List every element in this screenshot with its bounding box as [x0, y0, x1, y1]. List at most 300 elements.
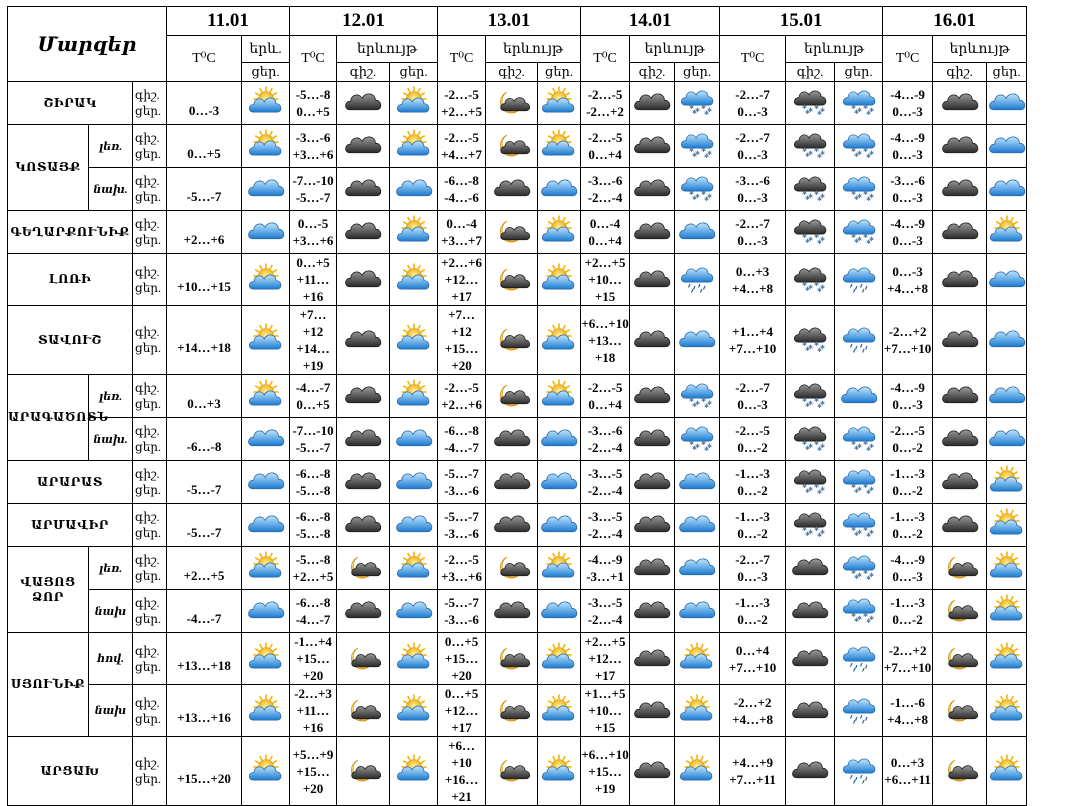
svg-text:✱: ✱ — [701, 440, 707, 447]
night-day-label: գիշ. ցեր. — [133, 590, 167, 633]
snow-cloud-icon — [835, 590, 883, 633]
moon-cloud-icon — [486, 375, 538, 418]
svg-text:✱: ✱ — [689, 397, 695, 404]
svg-text:✱: ✱ — [850, 483, 856, 490]
snow-cloud-icon — [675, 82, 720, 125]
dark-cloud-icon — [933, 461, 987, 504]
svg-text:✱: ✱ — [808, 150, 814, 157]
night-day-label: գիշ. ցեր. — [133, 306, 167, 375]
subregion-label: լեռ. — [89, 547, 133, 590]
dark-cloud-icon — [337, 418, 390, 461]
night-day-label: գիշ. ցեր. — [133, 211, 167, 254]
rain-cloud-icon — [835, 737, 883, 806]
temperature-range: +6…+10 +16…+21 — [438, 737, 486, 806]
sun-cloud-icon — [987, 633, 1027, 685]
svg-text:✱: ✱ — [856, 443, 862, 450]
svg-text:✱: ✱ — [820, 236, 826, 243]
svg-text:✱: ✱ — [701, 190, 707, 197]
svg-text:✱: ✱ — [805, 445, 811, 452]
temperature-range: -3…-6 0…-3 — [883, 168, 933, 211]
svg-text:✱: ✱ — [850, 190, 856, 197]
temperature-day: +10…+15 — [167, 254, 242, 306]
temperature-range: 0…+3 +4…+8 — [720, 254, 786, 306]
temperature-range: -1…-3 0…-2 — [720, 461, 786, 504]
blue-cloud-icon — [675, 461, 720, 504]
temperature-range: -6…-8 -4…-7 — [438, 418, 486, 461]
subregion-label: հով. — [89, 633, 133, 685]
temperature-day: -4…-7 — [167, 590, 242, 633]
table-row — [8, 633, 1061, 685]
sun-cloud-icon — [538, 375, 581, 418]
sun-cloud-icon — [987, 590, 1027, 633]
svg-text:✱: ✱ — [805, 285, 811, 293]
temperature-range: -3…-6 -2…-4 — [581, 418, 630, 461]
svg-text:✱: ✱ — [802, 483, 808, 490]
temperature-range: -5…-7 -3…-6 — [438, 590, 486, 633]
phenomenon-header: երևույթ — [933, 36, 1027, 63]
dark-cloud-icon — [933, 125, 987, 168]
svg-text:✱: ✱ — [808, 107, 814, 114]
svg-text:✱: ✱ — [692, 402, 698, 409]
temp-header: T⁰C — [883, 36, 933, 82]
night-day-label: գիշ. ցեր. — [133, 418, 167, 461]
dark-cloud-icon — [337, 125, 390, 168]
dark-cloud-icon — [630, 418, 675, 461]
svg-text:✱: ✱ — [701, 104, 707, 111]
blue-cloud-icon — [675, 504, 720, 547]
sun-cloud-icon — [390, 125, 438, 168]
svg-text:✱: ✱ — [820, 400, 826, 407]
snow-cloud-icon — [835, 461, 883, 504]
svg-text:✱: ✱ — [814, 280, 820, 288]
temperature-range: -1…-3 0…-2 — [720, 590, 786, 633]
date-header: 16.01 — [883, 7, 1027, 36]
phenomenon-header: երևույթ — [337, 36, 438, 63]
svg-text:✱: ✱ — [817, 532, 823, 539]
temperature-range: -6…-8 -5…-8 — [290, 461, 337, 504]
snow-cloud-icon — [835, 125, 883, 168]
dark-cloud-icon — [486, 590, 538, 633]
night-day-label: գիշ. ցեր. — [133, 254, 167, 306]
temperature-range: 0…-3 +4…+8 — [883, 254, 933, 306]
temperature-range: -1…-3 0…-2 — [883, 590, 933, 633]
dark-cloud-icon — [933, 82, 987, 125]
snow-cloud-icon — [835, 547, 883, 590]
night-day-label: գիշ. ցեր. — [133, 633, 167, 685]
dark-cloud-icon — [630, 504, 675, 547]
blue-cloud-icon — [242, 418, 290, 461]
temperature-range: -6…-8 -5…-8 — [290, 504, 337, 547]
svg-text:✱: ✱ — [802, 440, 808, 447]
svg-text:✱: ✱ — [868, 107, 874, 114]
blue-cloud-icon — [242, 461, 290, 504]
svg-text:✱: ✱ — [689, 440, 695, 447]
temperature-range: -3…-5 -2…-4 — [581, 504, 630, 547]
night-header: գիշ. — [933, 63, 987, 82]
svg-text:✱: ✱ — [856, 486, 862, 493]
table-row — [8, 375, 1061, 418]
sun-cloud-icon — [242, 547, 290, 590]
temperature-range: +6…+10 +15…+19 — [581, 737, 630, 806]
svg-text:✱: ✱ — [850, 569, 856, 576]
moon-cloud-icon — [337, 547, 390, 590]
dark-cloud-icon — [933, 306, 987, 375]
svg-text:✱: ✱ — [814, 147, 820, 154]
svg-text:✱: ✱ — [805, 531, 811, 538]
temperature-range: -2…-7 0…-3 — [720, 211, 786, 254]
moon-cloud-icon — [486, 633, 538, 685]
sun-cloud-icon — [987, 461, 1027, 504]
temperature-range: -3…-5 -2…-4 — [581, 590, 630, 633]
moon-cloud-icon — [337, 633, 390, 685]
dark-cloud-icon — [337, 590, 390, 633]
table-row — [8, 504, 1061, 547]
temperature-day: +2…+6 — [167, 211, 242, 254]
snow-cloud-icon — [835, 168, 883, 211]
snow-cloud-icon — [835, 211, 883, 254]
night-day-label: գիշ. ցեր. — [133, 168, 167, 211]
svg-text:✱: ✱ — [695, 443, 701, 450]
temperature-range: -1…-6 +4…+8 — [883, 685, 933, 737]
date-header: 13.01 — [438, 7, 581, 36]
table-row — [8, 590, 1061, 633]
svg-text:✱: ✱ — [814, 190, 820, 197]
dark-cloud-icon — [630, 306, 675, 375]
sun-cloud-icon — [538, 82, 581, 125]
dark-cloud-icon — [933, 211, 987, 254]
svg-text:✱: ✱ — [817, 446, 823, 453]
table-row — [8, 168, 1061, 211]
snow-cloud-icon — [675, 375, 720, 418]
temperature-range: -3…-6 -2…-4 — [581, 168, 630, 211]
svg-text:✱: ✱ — [820, 529, 826, 536]
dark-cloud-icon — [337, 211, 390, 254]
table-row — [8, 461, 1061, 504]
moon-cloud-icon — [933, 685, 987, 737]
sun-cloud-icon — [538, 306, 581, 375]
sun-cloud-icon — [242, 82, 290, 125]
svg-text:✱: ✱ — [808, 193, 814, 200]
snow-cloud-icon — [675, 168, 720, 211]
temp-header: T⁰C — [167, 36, 242, 82]
svg-text:✱: ✱ — [808, 400, 814, 407]
temp-header: T⁰C — [290, 36, 337, 82]
svg-text:✱: ✱ — [820, 193, 826, 200]
snow-cloud-icon — [835, 82, 883, 125]
dark-cloud-icon — [786, 590, 835, 633]
dark-cloud-icon — [630, 82, 675, 125]
svg-text:✱: ✱ — [853, 617, 859, 624]
sun-cloud-icon — [242, 306, 290, 375]
temperature-range: -4…-9 0…-3 — [883, 211, 933, 254]
dark-cloud-icon — [630, 211, 675, 254]
rain-cloud-icon — [835, 685, 883, 737]
temperature-range: +2…+6 +12…+17 — [438, 254, 486, 306]
svg-text:✱: ✱ — [865, 446, 871, 453]
svg-text:✱: ✱ — [853, 574, 859, 581]
temperature-range: -4…-9 0…-3 — [883, 375, 933, 418]
temperature-range: -1…-3 0…-2 — [720, 504, 786, 547]
temperature-range: -2…-7 0…-3 — [720, 547, 786, 590]
day-header: ցեր. — [242, 63, 290, 82]
svg-text:✱: ✱ — [856, 236, 862, 243]
night-day-label: գիշ. ցեր. — [133, 547, 167, 590]
svg-text:✱: ✱ — [862, 526, 868, 533]
dark-cloud-icon — [786, 737, 835, 806]
dark-cloud-icon — [486, 418, 538, 461]
sun-cloud-icon — [538, 685, 581, 737]
svg-text:✱: ✱ — [802, 190, 808, 197]
blue-cloud-icon — [987, 125, 1027, 168]
svg-text:✱: ✱ — [802, 280, 808, 288]
temperature-range: +2…+5 +12…+17 — [581, 633, 630, 685]
svg-text:✱: ✱ — [862, 104, 868, 111]
date-header: 15.01 — [720, 7, 883, 36]
temperature-day: 0…+5 — [167, 125, 242, 168]
table-row — [8, 685, 1061, 737]
blue-cloud-icon — [390, 461, 438, 504]
blue-cloud-icon — [835, 375, 883, 418]
svg-text:✱: ✱ — [814, 526, 820, 533]
dark-cloud-icon — [486, 461, 538, 504]
svg-text:✱: ✱ — [853, 445, 859, 452]
svg-text:✱: ✱ — [865, 489, 871, 496]
night-day-label: գիշ. ցեր. — [133, 82, 167, 125]
dark-cloud-icon — [630, 590, 675, 633]
blue-cloud-icon — [390, 168, 438, 211]
dark-cloud-icon — [786, 685, 835, 737]
dark-cloud-icon — [630, 547, 675, 590]
moon-cloud-icon — [486, 82, 538, 125]
blue-cloud-icon — [987, 82, 1027, 125]
region-name: ԿՈՏԱՅՔ — [8, 125, 89, 211]
phenomenon-header: երևույթ — [630, 36, 720, 63]
sun-cloud-icon — [242, 633, 290, 685]
temperature-range: -2…+2 +7…+10 — [883, 633, 933, 685]
temperature-day: +15…+20 — [167, 737, 242, 806]
svg-text:✱: ✱ — [802, 147, 808, 154]
moon-cloud-icon — [486, 306, 538, 375]
temperature-range: -5…-7 -3…-6 — [438, 504, 486, 547]
svg-text:✱: ✱ — [805, 152, 811, 159]
sun-cloud-icon — [390, 685, 438, 737]
blue-cloud-icon — [987, 306, 1027, 375]
blue-cloud-icon — [987, 254, 1027, 306]
region-name: ԼՈՌԻ — [8, 254, 133, 306]
day-header: ցեր. — [538, 63, 581, 82]
rain-cloud-icon — [835, 306, 883, 375]
moon-cloud-icon — [337, 685, 390, 737]
svg-text:✱: ✱ — [808, 283, 814, 291]
temperature-day: +2…+5 — [167, 547, 242, 590]
temperature-range: -6…-8 -4…-6 — [438, 168, 486, 211]
subregion-label: նախ. — [89, 168, 133, 211]
date-header: 11.01 — [167, 7, 290, 36]
dark-cloud-icon — [630, 685, 675, 737]
svg-text:✱: ✱ — [808, 486, 814, 493]
temperature-range: -3…-6 +3…+6 — [290, 125, 337, 168]
temperature-range: -2…-5 0…+4 — [581, 375, 630, 418]
temperature-range: -2…-5 0…-2 — [883, 418, 933, 461]
dark-snow-cloud-icon — [786, 418, 835, 461]
svg-text:✱: ✱ — [707, 400, 713, 407]
sun-cloud-icon — [242, 737, 290, 806]
temperature-range: +7…+12 +15…+20 — [438, 306, 486, 375]
moon-cloud-icon — [933, 590, 987, 633]
region-name: ՇԻՐԱԿ — [8, 82, 133, 125]
temperature-range: -7…-10 -5…-7 — [290, 418, 337, 461]
svg-text:✱: ✱ — [820, 150, 826, 157]
temperature-range: 0…-4 0…+4 — [581, 211, 630, 254]
svg-text:✱: ✱ — [692, 445, 698, 452]
rain-cloud-icon — [675, 254, 720, 306]
dark-snow-cloud-icon — [786, 125, 835, 168]
svg-text:✱: ✱ — [704, 110, 710, 117]
svg-text:✱: ✱ — [856, 107, 862, 114]
svg-text:✱: ✱ — [814, 341, 820, 348]
regions-header: Մարզեր — [8, 7, 167, 82]
svg-text:✱: ✱ — [820, 283, 826, 291]
snow-cloud-icon — [835, 504, 883, 547]
dark-snow-cloud-icon — [786, 504, 835, 547]
moon-cloud-icon — [337, 737, 390, 806]
blue-cloud-icon — [242, 211, 290, 254]
svg-text:✱: ✱ — [868, 193, 874, 200]
dark-cloud-icon — [337, 504, 390, 547]
svg-text:✱: ✱ — [704, 403, 710, 410]
dark-cloud-icon — [630, 737, 675, 806]
dark-cloud-icon — [337, 306, 390, 375]
blue-cloud-icon — [538, 418, 581, 461]
subregion-label: նախ. — [89, 418, 133, 461]
temperature-range: +2…+5 +10…+15 — [581, 254, 630, 306]
temperature-day: +14…+18 — [167, 306, 242, 375]
svg-text:✱: ✱ — [695, 400, 701, 407]
blue-cloud-icon — [390, 418, 438, 461]
svg-text:✱: ✱ — [704, 196, 710, 203]
temperature-range: -2…-5 0…-2 — [720, 418, 786, 461]
svg-text:✱: ✱ — [802, 233, 808, 240]
svg-text:✱: ✱ — [853, 238, 859, 245]
region-name: ՏԱՎՈՒՇ — [8, 306, 133, 375]
svg-text:✱: ✱ — [850, 147, 856, 154]
dark-cloud-icon — [337, 168, 390, 211]
dark-cloud-icon — [933, 254, 987, 306]
sun-cloud-icon — [987, 547, 1027, 590]
svg-text:✱: ✱ — [695, 150, 701, 157]
temperature-range: -6…-8 -4…-7 — [290, 590, 337, 633]
moon-cloud-icon — [486, 547, 538, 590]
phenomenon-header: երև. — [242, 36, 290, 63]
svg-text:✱: ✱ — [862, 569, 868, 576]
night-day-label: գիշ. ցեր. — [133, 685, 167, 737]
blue-cloud-icon — [242, 168, 290, 211]
snow-cloud-icon — [835, 418, 883, 461]
temperature-range: 0…+4 +7…+10 — [720, 633, 786, 685]
sun-cloud-icon — [538, 737, 581, 806]
temperature-range: -1…-3 0…-2 — [883, 461, 933, 504]
region-name: ԳԵՂԱՐՔՈՒՆԻՔ — [8, 211, 133, 254]
date-header: 12.01 — [290, 7, 438, 36]
dark-cloud-icon — [786, 547, 835, 590]
temperature-range: 0…+5 +15…+20 — [438, 633, 486, 685]
night-header: գիշ. — [630, 63, 675, 82]
svg-text:✱: ✱ — [707, 150, 713, 157]
sun-cloud-icon — [987, 685, 1027, 737]
blue-cloud-icon — [390, 504, 438, 547]
region-name: ՍՅՈՒՆԻՔ — [8, 633, 89, 737]
svg-text:✱: ✱ — [802, 397, 808, 404]
table-row — [8, 211, 1061, 254]
sun-cloud-icon — [390, 375, 438, 418]
blue-cloud-icon — [242, 590, 290, 633]
blue-cloud-icon — [675, 547, 720, 590]
region-name: ԱՐՄԱՎԻՐ — [8, 504, 133, 547]
dark-snow-cloud-icon — [786, 168, 835, 211]
dark-snow-cloud-icon — [786, 306, 835, 375]
subregion-label: նախ — [89, 590, 133, 633]
svg-text:✱: ✱ — [805, 238, 811, 245]
moon-cloud-icon — [933, 737, 987, 806]
svg-text:✱: ✱ — [868, 443, 874, 450]
dark-cloud-icon — [933, 375, 987, 418]
region-name: ԱՐՑԱԽ — [8, 737, 133, 806]
temperature-range: -5…-7 -3…-6 — [438, 461, 486, 504]
svg-text:✱: ✱ — [814, 233, 820, 240]
svg-text:✱: ✱ — [856, 150, 862, 157]
svg-text:✱: ✱ — [814, 104, 820, 111]
svg-text:✱: ✱ — [805, 195, 811, 202]
svg-text:✱: ✱ — [853, 152, 859, 159]
temperature-day: -6…-8 — [167, 418, 242, 461]
svg-text:✱: ✱ — [802, 526, 808, 533]
sun-cloud-icon — [390, 211, 438, 254]
svg-text:✱: ✱ — [689, 104, 695, 111]
temperature-range: -2…-5 0…+4 — [581, 125, 630, 168]
blue-cloud-icon — [538, 461, 581, 504]
region-name: ԱՐԱՐԱՏ — [8, 461, 133, 504]
moon-cloud-icon — [486, 125, 538, 168]
table-row — [8, 125, 1061, 168]
sun-cloud-icon — [538, 633, 581, 685]
temperature-day: -5…-7 — [167, 461, 242, 504]
sun-cloud-icon — [242, 685, 290, 737]
night-day-label: գիշ. ցեր. — [133, 375, 167, 418]
blue-cloud-icon — [675, 211, 720, 254]
temperature-range: -2…-5 +2…+6 — [438, 375, 486, 418]
svg-text:✱: ✱ — [802, 104, 808, 111]
blue-cloud-icon — [987, 418, 1027, 461]
dark-cloud-icon — [630, 254, 675, 306]
sun-cloud-icon — [390, 547, 438, 590]
snow-cloud-icon — [675, 418, 720, 461]
svg-text:✱: ✱ — [820, 107, 826, 114]
dark-snow-cloud-icon — [786, 375, 835, 418]
sun-cloud-icon — [390, 306, 438, 375]
sun-cloud-icon — [390, 633, 438, 685]
sun-cloud-icon — [538, 254, 581, 306]
temperature-day: +13…+16 — [167, 685, 242, 737]
temperature-day: 0…+3 — [167, 375, 242, 418]
svg-text:✱: ✱ — [856, 193, 862, 200]
night-header: գիշ. — [786, 63, 835, 82]
svg-text:✱: ✱ — [865, 153, 871, 160]
temperature-range: 0…+3 +6…+11 — [883, 737, 933, 806]
rain-cloud-icon — [835, 633, 883, 685]
dark-cloud-icon — [337, 82, 390, 125]
svg-text:✱: ✱ — [862, 190, 868, 197]
temperature-range: -5…-8 +2…+5 — [290, 547, 337, 590]
